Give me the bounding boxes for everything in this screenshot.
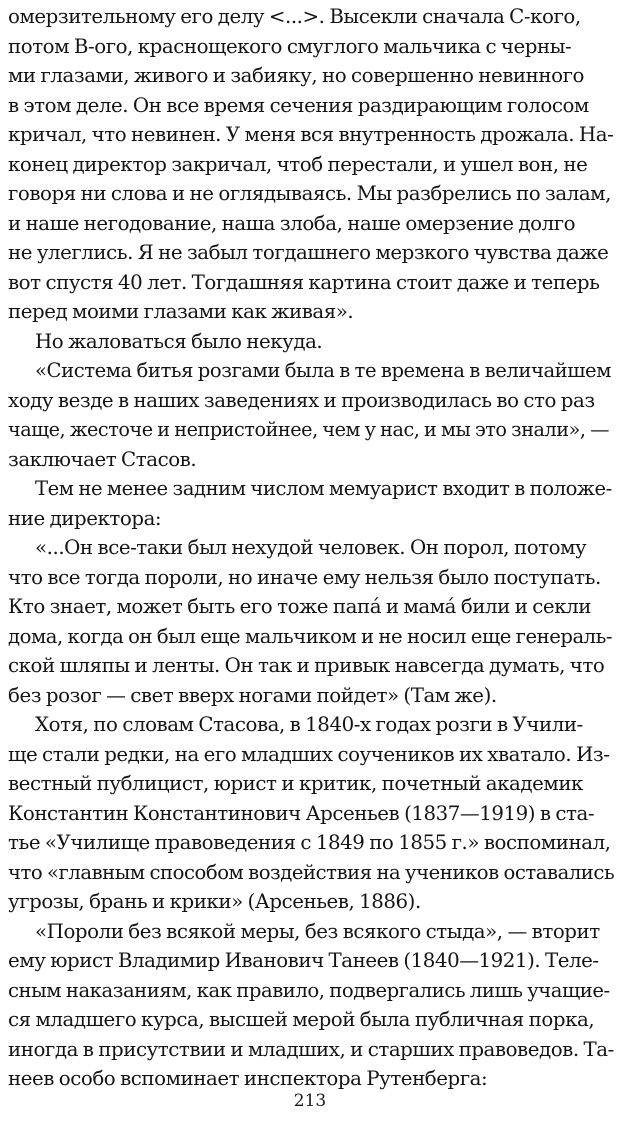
text-line: ему юрист Владимир Иванович Танеев (1840—1921). Теле- bbox=[8, 949, 599, 972]
text-line: в этом деле. Он все время сечения раздирающим голосом bbox=[8, 93, 589, 117]
text-line: и наше негодование, наша злоба, наше омерзение долго bbox=[8, 211, 576, 235]
text-line: сным наказаниям, как правило, подвергались лишь учащие- bbox=[8, 978, 610, 1002]
text-line: угрозы, брань и крики» (Арсеньев, 1886). bbox=[8, 890, 421, 913]
text-line: дома, когда он был еще мальчиком и не носил еще генераль- bbox=[8, 624, 613, 648]
text-line: вот спустя 40 лет. Тогдашняя картина стоит даже и теперь bbox=[8, 270, 600, 294]
text-line: ние директора: bbox=[8, 506, 162, 530]
text-line: без розог — свет вверх ногами пойдет» (Там же). bbox=[8, 683, 497, 707]
text-line: чаще, жесточе и непристойнее, чем у нас, и мы это знали», — bbox=[8, 418, 609, 441]
text-line: перед моими глазами как живая». bbox=[8, 300, 354, 323]
text-line: тье «Училище правоведения с 1849 по 1855 г.» воспоминал, bbox=[8, 831, 611, 854]
text-line: не улеглись. Я не забыл тогдашнего мерзкого чувства даже bbox=[8, 241, 609, 264]
text-line: ми глазами, живого и забияку, но совершенно невинного bbox=[8, 64, 584, 87]
text-line: «Система битья розгами была в те времена в величайшем bbox=[35, 359, 611, 382]
text-line: Тем не менее задним числом мемуарист входит в положе- bbox=[35, 477, 612, 500]
text-line: вестный публицист, юрист и критик, почетный академик bbox=[8, 772, 583, 795]
text-line: ся младшего курса, высшей мерой была публичная порка, bbox=[8, 1008, 595, 1031]
text-line: что все тогда пороли, но иначе ему нельзя было поступать. bbox=[8, 565, 601, 589]
page-number: 213 bbox=[293, 1091, 327, 1111]
text-line: потом В-ого, краснощекого смуглого мальчика с черны- bbox=[8, 34, 572, 58]
text-line: ще стали редки, на его младших соучеников их хватало. Из- bbox=[8, 742, 610, 766]
text-line: Хотя, по словам Стасова, в 1840-х годах розги в Учили- bbox=[35, 713, 583, 736]
text-line: Но жаловаться было некуда. bbox=[35, 329, 323, 353]
text-line: иногда в присутствии и младших, и старших правоведов. Та- bbox=[8, 1037, 614, 1061]
text-line: Кто знает, может быть его тоже папá и мамá били и секли bbox=[8, 595, 591, 618]
text-line: ской шляпы и ленты. Он так и привык навсегда думать, что bbox=[8, 654, 605, 677]
text-line: омерзительному его делу <...>. Высекли сначала С-кого, bbox=[8, 5, 581, 28]
text-line: заключает Стасов. bbox=[8, 447, 197, 471]
body-text bbox=[8, 2, 614, 1094]
text-line: Константин Константинович Арсеньев (1837—1919) в ста- bbox=[8, 801, 595, 825]
text-line: конец директор закричал, чтоб перестали, и ушел вон, не bbox=[8, 152, 588, 176]
text-line: кричал, что невинен. У меня вся внутренность дрожала. На- bbox=[8, 123, 614, 146]
text-line: «...Он все-таки был нехудой человек. Он порол, потому bbox=[35, 536, 587, 559]
text-line: ходу везде в наших заведениях и производилась во сто раз bbox=[8, 388, 595, 412]
text-line: неев особо вспоминает инспектора Рутенберга: bbox=[8, 1067, 488, 1090]
text-line: говоря ни слова и не оглядываясь. Мы разбрелись по залам, bbox=[8, 182, 611, 205]
text-line: что «главным способом воздействия на учеников оставались bbox=[8, 860, 615, 884]
text-line: «Пороли без всякой меры, без всякого стыда», — вторит bbox=[35, 919, 600, 943]
